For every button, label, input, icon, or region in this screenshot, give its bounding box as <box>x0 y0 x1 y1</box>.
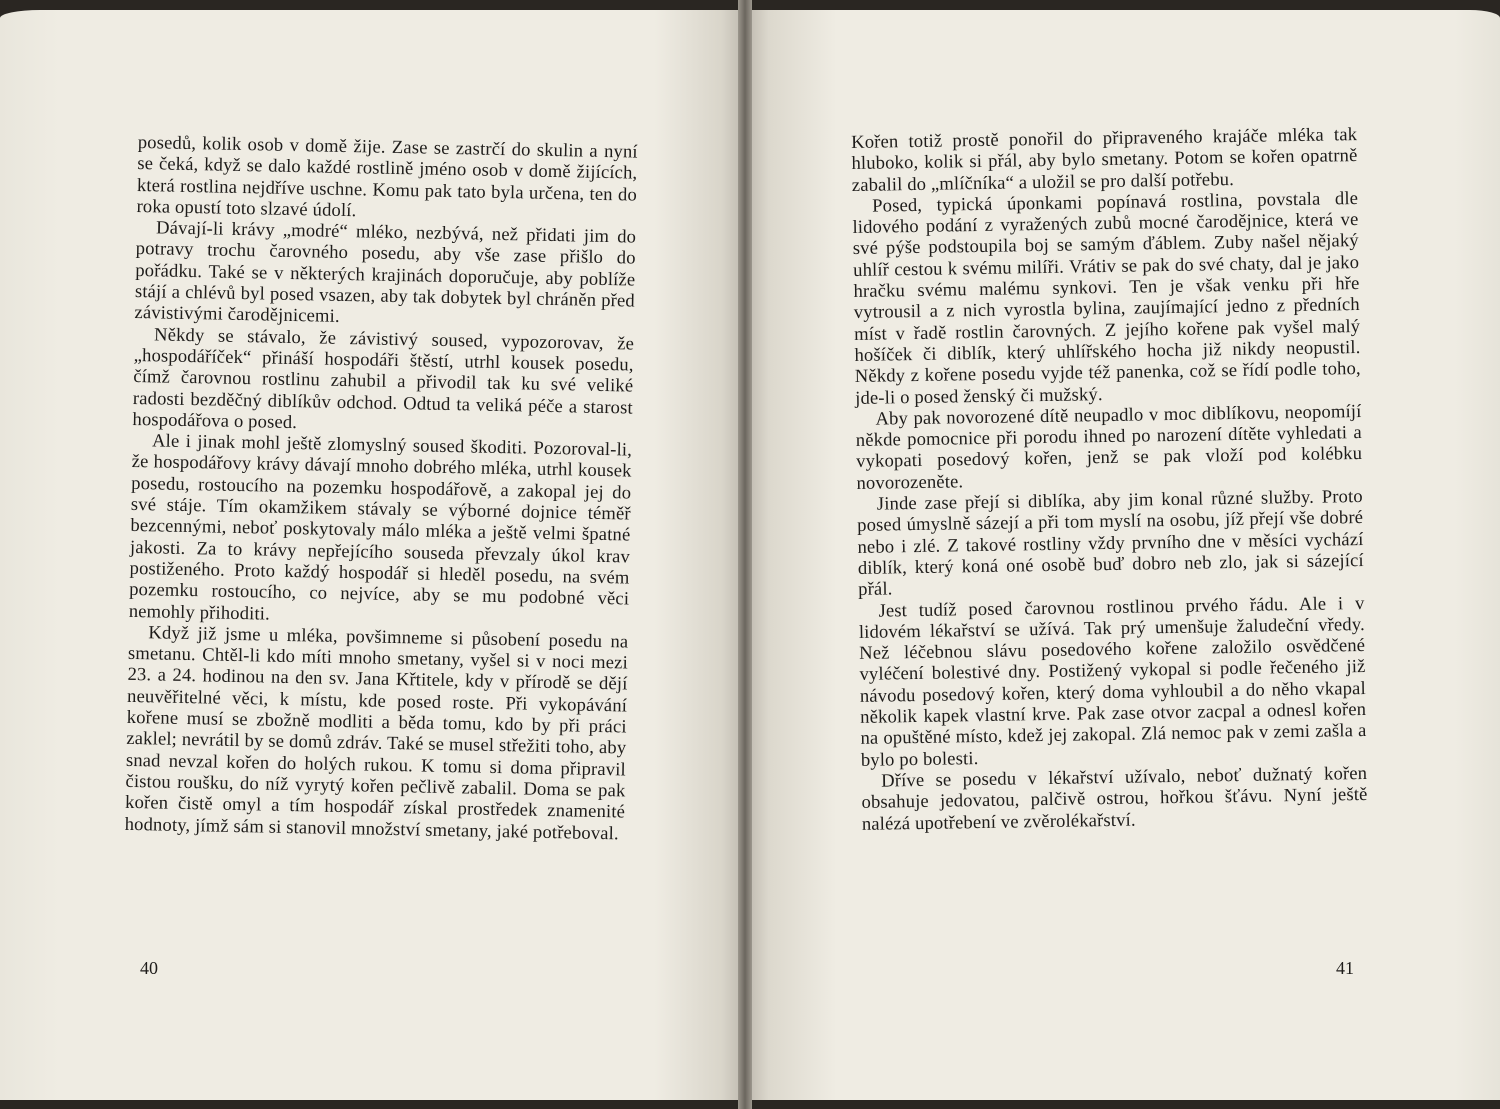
paragraph: posedů, kolik osob v domě žije. Zase se zastrčí do skulin a nyní se čeká, když se dalo každé rostlině jméno osob v domě žijících, která rostlina nejdříve uschne. Komu pak tato byla určena, ten do roka opustí toto slzavé údolí. <box>136 132 638 222</box>
paragraph: Někdy se stávalo, že závistivý soused, vypozorovav, že „hospodáříček“ přináší hospodáři štěstí, utrhl kousek posedu, čímž čarovnou rostlinu zahubil a přivodil tak ku své veliké radosti bezděčný diblíkův odchod. Odtud ta veliká péče a starost hospodářova o posed. <box>132 324 635 433</box>
paragraph: Posed, typická úponkami popínavá rostlina, povstala dle lidového podání z vyražených zubů mocné čarodějnice, která ve své pýše podstoupila boj se samým ďáblem. Zuby našel nějaký uhlíř cestou k svému milíři. Vrátiv se pak do své chaty, dal je jako hračku svému malému synkovi. Ten je však venku při hře vytrousil a z nich vyrostla bylina, zaujímající jedno z předních míst v řadě rostlin čarovných. Z jejího kořene pak vyšel malý hošíček či diblík, který uhlířského hocha již nikdy neopustil. Někdy z kořene posedu vyjde též panenka, což se řídí podle toho, jde-li o posed ženský či mužský. <box>852 187 1361 409</box>
paragraph: Ale i jinak mohl ještě zlomyslný soused škoditi. Pozoroval-li, že hospodářovy krávy dávají mnoho dobrého mléka, utrhl kousek posedu, rostoucího na pozemku hospodářově, a zakopal jej do své stáje. Tím okamžikem stávaly se výborné dojnice téměř bezcennými, neboť poskytovaly málo mléka a ještě velmi špatné jakosti. Za to krávy nepřejícího souseda převzaly úkol krav postiženého. Proto každý hospodář si hleděl posedu, na svém pozemku rostoucího, co nejvíce, aby se mu podobné věci nemohly přihoditi. <box>128 430 633 625</box>
right-page <box>746 10 1500 1100</box>
paragraph: Když již jsme u mléka, povšimneme si působení posedu na smetanu. Chtěl-li kdo míti mnoho smetany, vyšel si v noci mezi 23. a 24. hodinou na den sv. Jana Křtitele, kdy v přírodě se dějí neuvěřitelné věci, k místu, kde posed roste. Při vykopávání kořene musí se zbožně modliti a běda tomu, kdo by při práci zaklel; nevrátil by se domů zdráv. Také se musel střežiti toho, aby snad nevzal kořen do holých rukou. K tomu si doma připravil čistou roušku, do níž vyrytý kořen pečlivě zabalil. Doma se pak kořen čistě omyl a tím hospodář získal prostředek znamenité hodnoty, jímž sám si stanovil množství smetany, jaké potřeboval. <box>124 622 629 844</box>
book-gutter <box>738 0 752 1109</box>
paragraph: Aby pak novorozené dítě neupadlo v moc diblíkovu, neopomíjí někde pomocnice při porodu ihned po narození dítěte vyhledati a vykopati posedový kořen, jenž se pak vloží pod kolébku novorozeněte. <box>855 400 1363 494</box>
left-page <box>0 10 744 1100</box>
paragraph: Dříve se posedu v lékařství užívalo, neboť dužnatý kořen obsahuje jedovatou, palčivě ostrou, hořkou šťávu. Nyní ještě nalézá upotřebení ve zvěrolékařství. <box>861 762 1368 835</box>
page-number: 40 <box>140 958 158 978</box>
paragraph: Jest tudíž posed čarovnou rostlinou prvého řádu. Ale i v lidovém lékařství se užívá. Tak prý umenšuje žaludeční vředy. Než léčebnou slávu posedového kořene založilo osvědčené vyléčení bolestivé dny. Postižený vykopal si podle řečeného již návodu posedový kořen, který doma vyhloubil a do něho vkapal několik kapek vlastní krve. Pak zase otvor zacpal a odnesl kořen na opuštěné místo, kdež jej zakopal. Zlá nemoc pak v zemi zašla a bylo po bolesti. <box>858 592 1367 771</box>
paragraph: Dávají-li krávy „modré“ mléko, nezbývá, než přidati jim do potravy trochu čarovného posedu, aby vše zase přišlo do pořádku. Také se v některých krajinách doporučuje, aby poblíže stájí a chlévů byl posed vsazen, aby tak dobytek byl chráněn před závistivými čarodějnicemi. <box>134 217 637 328</box>
page-number: 41 <box>1336 958 1354 978</box>
right-page-text <box>851 124 1368 835</box>
paragraph: Jinde zase přejí si diblíka, aby jim konal různé služby. Proto posed úmyslně sázejí a při tom myslí na osobu, jíž přejí vše dobré nebo i zlé. Z takové rostliny vždy prvního dne v měsíci vychází diblík, který koná oné osobě buď dobro neb zlo, jak si sázející přál. <box>857 486 1364 601</box>
left-page-text <box>125 132 638 844</box>
paragraph: Kořen totiž prostě ponořil do připraveného krajáče mléka tak hluboko, kolik si přál, aby bylo smetany. Potom se kořen opatrně zabalil do „mlíčníka“ a uložil se pro další potřebu. <box>851 124 1358 196</box>
